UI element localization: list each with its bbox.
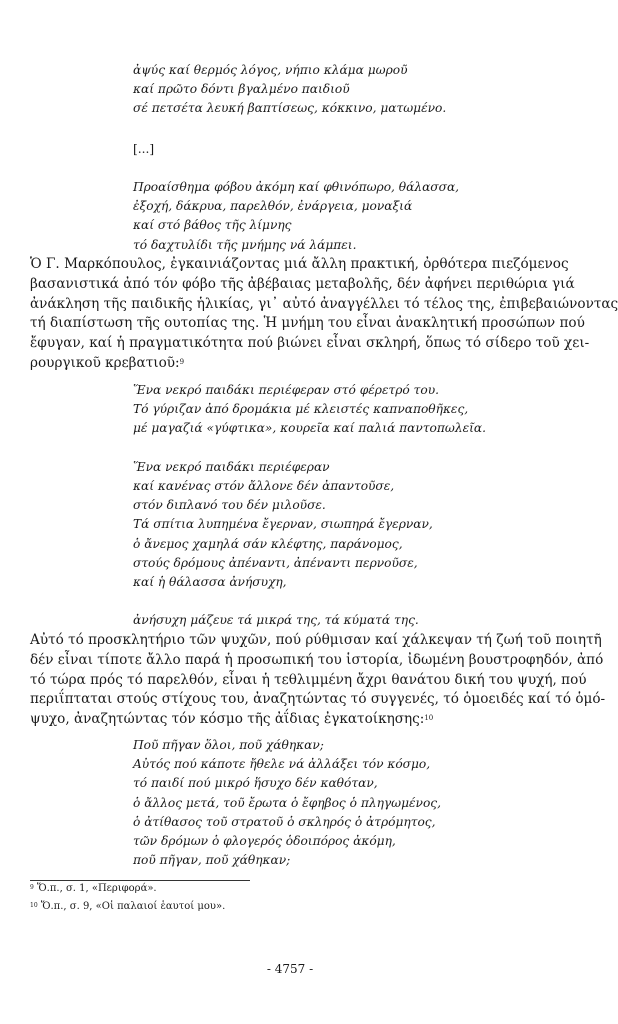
footnote-number: 9	[30, 884, 34, 891]
paragraph-line: βασανιστικά ἀπό τόν φόβο τῆς ἀβέβαιας μεταβολῆς, δέν ἀφήνει περιθώρια γιά	[30, 275, 575, 292]
paragraph-line: ρουργικοῦ κρεβατιοῦ:	[30, 354, 180, 371]
poem-line: ποῦ πῆγαν, ποῦ χάθηκαν;	[133, 853, 291, 868]
footnote-text: Ὅ.π., σ. 1, «Περιφορά».	[37, 883, 157, 894]
ellipsis-text: [...]	[133, 142, 155, 156]
footnote-divider	[30, 880, 250, 881]
poem-line: στούς δρόμους ἀπέναντι, ἀπέναντι περνοῦσε,	[133, 555, 418, 570]
poem-excerpt-1	[133, 61, 446, 119]
poem-excerpt-3	[133, 381, 486, 631]
paragraph-line: ἀνάκληση τῆς παιδικῆς ἡλικίας, γι᾽ αὐτό ἀναγγέλλει τό τέλος της, ἐπιβεβαιώνοντας	[30, 295, 618, 312]
paragraph-line: Ὁ Γ. Μαρκόπουλος, ἐγκαινιάζοντας μιά ἄλλη πρακτική, ὀρθότερα πιεζόμενος	[30, 256, 569, 272]
ellipsis-marker	[133, 140, 154, 159]
paragraph-line: περιΐπταται στούς στίχους του, ἀναζητώντας τό συγγενές, τό ὁμοειδές καί τό ὁμό-	[30, 691, 606, 708]
poem-line: Τό γύριζαν ἀπό δρομάκια μέ κλειστές καπναποθῆκες,	[133, 402, 469, 417]
paragraph-line: Αὐτό τό προσκλητήριο τῶν ψυχῶν, πού ρύθμισαν καί χάλκεψαν τή ζωή τοῦ ποιητῆ	[30, 632, 602, 648]
poem-line: Τά σπίτια λυπημένα ἔγερναν, σιωπηρά ἔγερναν,	[133, 517, 433, 532]
paragraph-2	[30, 631, 606, 730]
footnote-ref-10[interactable]: 10	[424, 714, 434, 723]
poem-line: ἐξοχή, δάκρυα, παρελθόν, ἐνάργεια, μοναξιά	[133, 199, 413, 214]
paragraph-line: δέν εἶναι τίποτε ἄλλο παρά ἡ προσωπική του ἱστορία, ἰδωμένη βουστροφηδόν, ἀπό	[30, 651, 604, 668]
poem-line: καί στό βάθος τῆς λίμνης	[133, 218, 292, 233]
paragraph-line-last	[30, 354, 548, 374]
poem-line: καί πρῶτο δόντι βγαλμένο παιδιοῦ	[133, 82, 350, 97]
paragraph-1	[30, 255, 618, 374]
footnote-9	[30, 882, 157, 896]
poem-line: καί κανένας στόν ἄλλονε δέν ἀπαντοῦσε,	[133, 479, 395, 493]
footnote-text: Ὅ.π., σ. 9, «Οἱ παλαιοί ἑαυτοί μου».	[40, 901, 226, 912]
poem-excerpt-4	[133, 736, 441, 870]
poem-line: τό δαχτυλίδι τῆς μνήμης νά λάμπει.	[133, 237, 357, 252]
poem-line: καί ἡ θάλασσα ἀνήσυχη,	[133, 575, 287, 590]
poem-line: τῶν δρόμων ὁ φλογερός ὁδοιπόρος ἀκόμη,	[133, 834, 396, 849]
paragraph-line: τή διαπίστωση τῆς ουτοπίας της. Ἡ μνήμη του εἶναι ἀνακλητική προσώπων πού	[30, 315, 585, 332]
poem-line: ἀψύς καί θερμός λόγος, νήπιο κλάμα μωροῦ	[133, 63, 408, 77]
poem-line: Ἕνα νεκρό παιδάκι περιέφεραν στό φέρετρό του.	[133, 383, 439, 397]
poem-line: Προαίσθημα φόβου ἀκόμη καί φθινόπωρο, θάλασσα,	[133, 180, 460, 194]
poem-excerpt-2	[133, 178, 459, 255]
poem-line: μέ μαγαζιά «γύφτικα», κουρεῖα καί παλιά παντοπωλεῖα.	[133, 421, 486, 436]
poem-line: Ἕνα νεκρό παιδάκι περιέφεραν	[133, 459, 330, 474]
paragraph-line: ψυχο, ἀναζητώντας τόν κόσμο τῆς ἀΐδιας ἐγκατοίκησης:	[30, 711, 425, 728]
footnote-ref-9[interactable]: 9	[179, 357, 185, 366]
poem-line: Αὐτός πού κάποτε ἤθελε νά ἀλλάξει τόν κόσμο,	[133, 757, 431, 772]
footnote-10	[30, 900, 225, 914]
paragraph-line: τό τώρα πρός τό παρελθόν, εἶναι ἡ τεθλιμμένη ἄχρι θανάτου δική του ψυχή, πού	[30, 671, 587, 688]
poem-line: ὁ ἄνεμος χαμηλά σάν κλέφτης, παράνομος,	[133, 536, 403, 551]
poem-line: στόν διπλανό του δέν μιλοῦσε.	[133, 498, 326, 513]
page-number: - 4757 -	[266, 962, 314, 976]
poem-line: σέ πετσέτα λευκή βαπτίσεως, κόκκινο, ματωμένο.	[133, 101, 447, 116]
poem-line: ἀνήσυχη μάζευε τά μικρά της, τά κύματά της.	[133, 613, 419, 628]
poem-line: Ποῦ πῆγαν ὅλοι, ποῦ χάθηκαν;	[133, 738, 324, 752]
paragraph-line-last	[30, 710, 548, 730]
paragraph-line: ἔφυγαν, καί ἡ πραγματικότητα πού βιώνει εἶναι σκληρή, ὅπως τό σίδερο τοῦ χει-	[30, 335, 590, 352]
poem-line: ὁ ἄλλος μετά, τοῦ ἔρωτα ὁ ἔφηβος ὁ πληγωμένος,	[133, 795, 442, 810]
poem-line: τό παιδί πού μικρό ἥσυχο δέν καθόταν,	[133, 776, 378, 791]
footnote-number: 10	[30, 902, 38, 909]
poem-line: ὁ ἀτίθασος τοῦ στρατοῦ ὁ σκληρός ὁ ἀτρόμητος,	[133, 814, 436, 829]
